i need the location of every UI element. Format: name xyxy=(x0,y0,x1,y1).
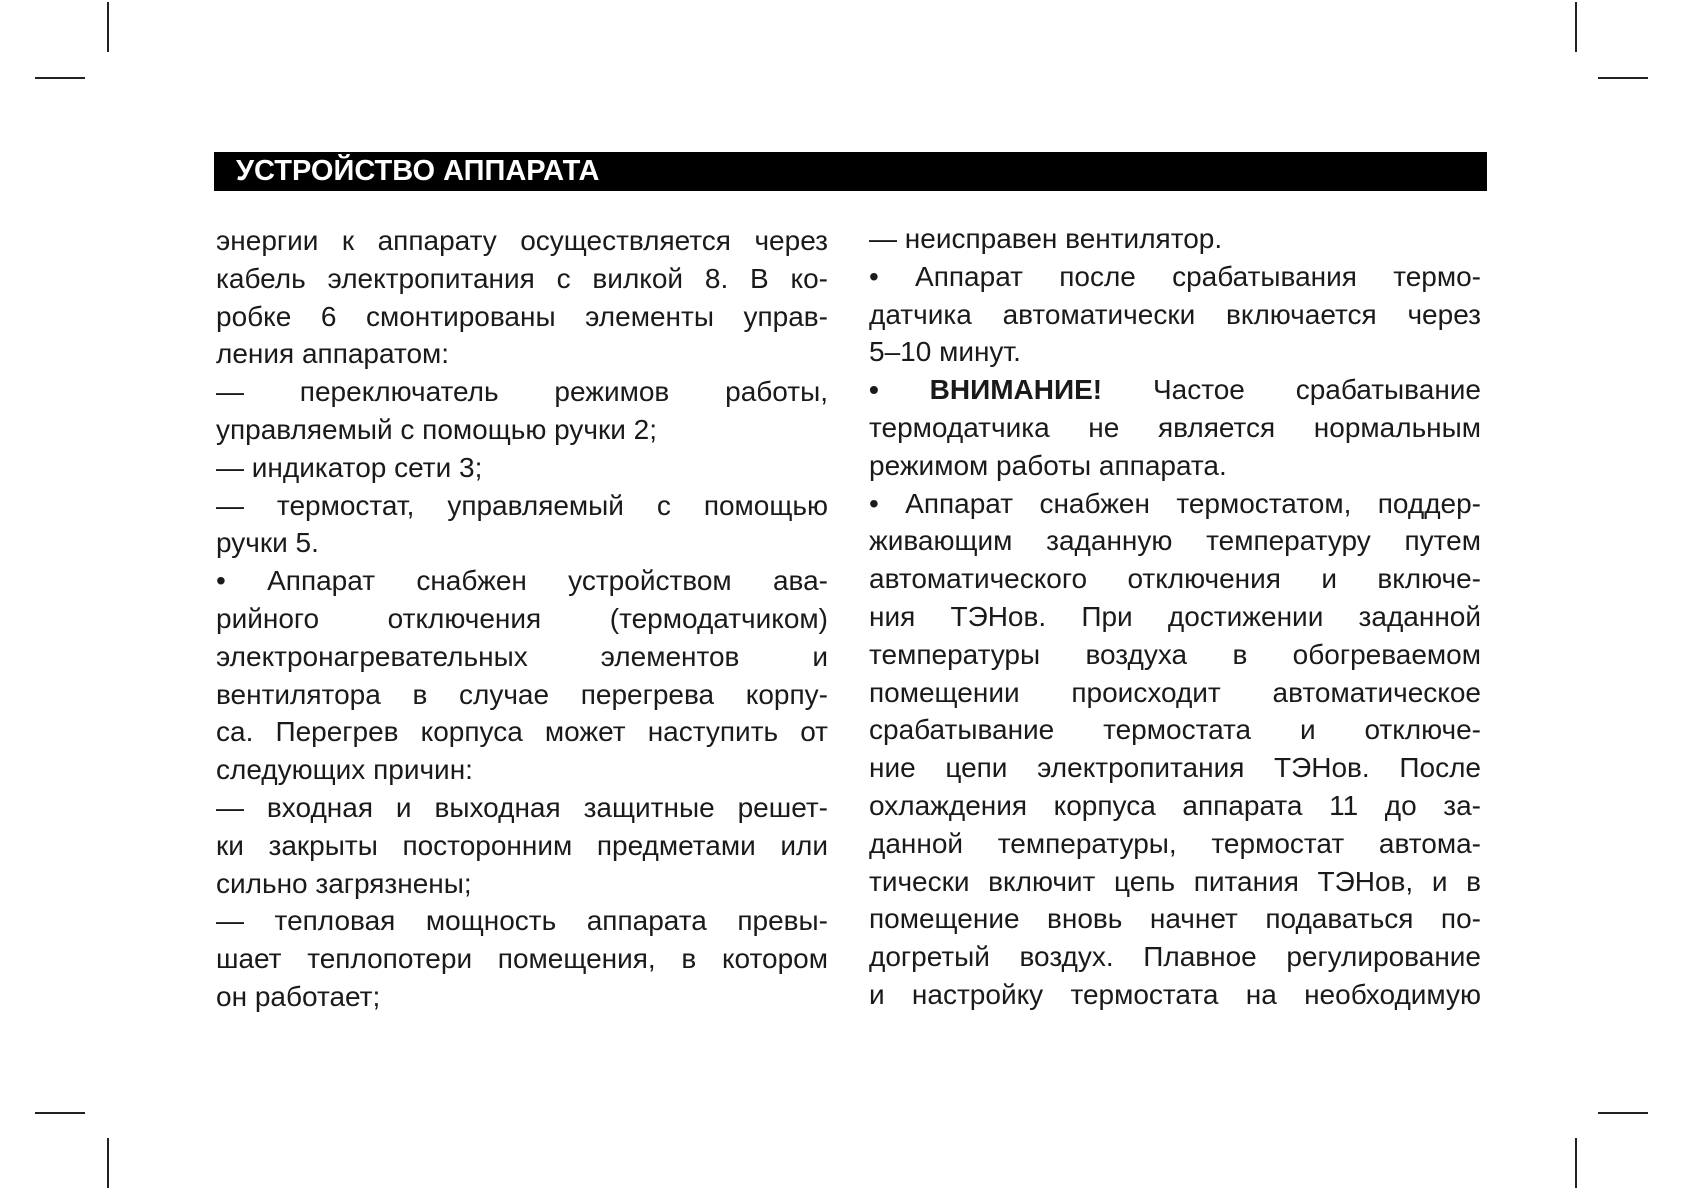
text-line xyxy=(869,787,1481,825)
text-line-content: данной температуры, термостат автома- xyxy=(869,827,1481,859)
text-line xyxy=(869,485,1481,523)
text-line xyxy=(216,260,828,298)
text-line-content: • Аппарат после срабатывания термо- xyxy=(869,260,1481,292)
text-line xyxy=(869,560,1481,598)
text-line-content: — входная и выходная защитные решет- xyxy=(216,791,828,823)
text-line xyxy=(216,638,828,676)
text-line-content: рийного отключения (термодатчиком) xyxy=(216,602,828,634)
text-line xyxy=(216,940,828,978)
text-line xyxy=(869,258,1481,296)
text-line xyxy=(216,335,828,373)
text-line xyxy=(216,789,828,827)
crop-mark-bottom-right-v xyxy=(1575,1138,1577,1188)
crop-mark-top-right-v xyxy=(1575,2,1577,52)
left-text-column xyxy=(216,222,828,1016)
section-header xyxy=(214,152,1487,191)
text-line xyxy=(216,562,828,600)
text-line xyxy=(869,938,1481,976)
right-text-column xyxy=(869,220,1481,1014)
text-line xyxy=(216,676,828,714)
text-line-content: энергии к аппарату осуществляется через xyxy=(216,225,828,256)
text-line xyxy=(216,600,828,638)
text-line xyxy=(216,222,828,260)
text-line-content: вентилятора в случае перегрева корпу- xyxy=(216,678,828,710)
text-line xyxy=(869,900,1481,938)
text-line-content: 5–10 минут. xyxy=(869,336,1021,368)
text-line xyxy=(869,522,1481,560)
text-line xyxy=(216,713,828,751)
text-line xyxy=(869,636,1481,674)
crop-mark-bottom-left-v xyxy=(107,1138,109,1188)
text-line-content: са. Перегрев корпуса может наступить от xyxy=(216,716,828,748)
text-line-content: сильно загрязнены; xyxy=(216,867,472,899)
text-line-content: ки закрыты посторонним предметами или xyxy=(216,829,828,861)
text-line-content: тически включит цепь питания ТЭНов, и в xyxy=(869,865,1481,897)
text-line-content: управляемый с помощью ручки 2; xyxy=(216,413,658,445)
text-line xyxy=(869,674,1481,712)
crop-mark-top-right-h xyxy=(1598,77,1648,79)
text-line-content: догретый воздух. Плавное регулирование xyxy=(869,941,1481,973)
text-line-content: температуры воздуха в обогреваемом xyxy=(869,638,1481,670)
text-line xyxy=(216,298,828,336)
text-line-content: электронагревательных элементов и xyxy=(216,640,828,672)
text-line xyxy=(869,409,1481,447)
text-line xyxy=(869,863,1481,901)
text-line-content: режимом работы аппарата. xyxy=(869,449,1227,481)
text-line-content: термодатчика не является нормальным xyxy=(869,411,1481,443)
text-line-content: ручки 5. xyxy=(216,527,319,559)
text-line-content: • Аппарат снабжен устройством ава- xyxy=(216,565,828,597)
text-line-content: живающим заданную температуру путем xyxy=(869,525,1481,557)
text-line-content: и настройку термостата на необходимую xyxy=(869,978,1481,1010)
text-line xyxy=(869,333,1481,371)
text-line-content: робке 6 смонтированы элементы управ- xyxy=(216,300,828,332)
text-line-content: — термостат, управляемый с помощью xyxy=(216,489,828,521)
text-line-content: Частое срабатывание xyxy=(1102,374,1481,406)
text-line-content: • Аппарат снабжен термостатом, поддер- xyxy=(869,487,1481,519)
text-line xyxy=(869,711,1481,749)
text-line xyxy=(869,220,1481,258)
text-line xyxy=(216,751,828,789)
text-line-content: помещении происходит автоматическое xyxy=(869,676,1481,708)
text-line xyxy=(216,978,828,1016)
text-line-content: помещение вновь начнет подаваться по- xyxy=(869,903,1481,935)
text-line-content: датчика автоматически включается через xyxy=(869,298,1481,330)
text-line xyxy=(869,598,1481,636)
text-line-content: автоматического отключения и включе- xyxy=(869,563,1481,595)
warning-label: • ВНИМАНИЕ! xyxy=(869,374,1103,406)
text-line xyxy=(869,976,1481,1014)
text-line-content: — индикатор сети 3; xyxy=(216,451,483,483)
text-line-content: ние цепи электропитания ТЭНов. После xyxy=(869,752,1481,784)
text-line xyxy=(869,296,1481,334)
text-line-content: срабатывание термостата и отключе- xyxy=(869,714,1481,746)
section-title: УСТРОЙСТВО АППАРАТА xyxy=(236,155,600,187)
text-line xyxy=(216,827,828,865)
text-line xyxy=(216,411,828,449)
text-line-content: ления аппаратом: xyxy=(216,338,450,370)
text-line xyxy=(216,865,828,903)
text-line-content: он работает; xyxy=(216,980,381,1012)
text-line xyxy=(216,449,828,487)
text-line-content: кабель электропитания с вилкой 8. В ко- xyxy=(216,262,828,294)
text-line xyxy=(216,373,828,411)
text-line xyxy=(869,749,1481,787)
text-line-content: охлаждения корпуса аппарата 11 до за- xyxy=(869,789,1481,821)
text-line xyxy=(869,447,1481,485)
text-line-content: следующих причин: xyxy=(216,754,473,786)
crop-mark-top-left-h xyxy=(35,77,85,79)
crop-mark-top-left-v xyxy=(107,2,109,52)
text-line-content: — неисправен вентилятор. xyxy=(869,223,1223,254)
text-line xyxy=(216,487,828,525)
crop-mark-bottom-left-h xyxy=(35,1112,85,1114)
text-line-content: шает теплопотери помещения, в котором xyxy=(216,943,828,975)
text-line xyxy=(216,524,828,562)
text-line-content: ния ТЭНов. При достижении заданной xyxy=(869,600,1481,632)
crop-mark-bottom-right-h xyxy=(1598,1112,1648,1114)
text-line xyxy=(869,825,1481,863)
text-line xyxy=(216,902,828,940)
text-line-content: — тепловая мощность аппарата превы- xyxy=(216,905,828,937)
text-line-content: — переключатель режимов работы, xyxy=(216,376,828,408)
text-line xyxy=(869,371,1481,409)
